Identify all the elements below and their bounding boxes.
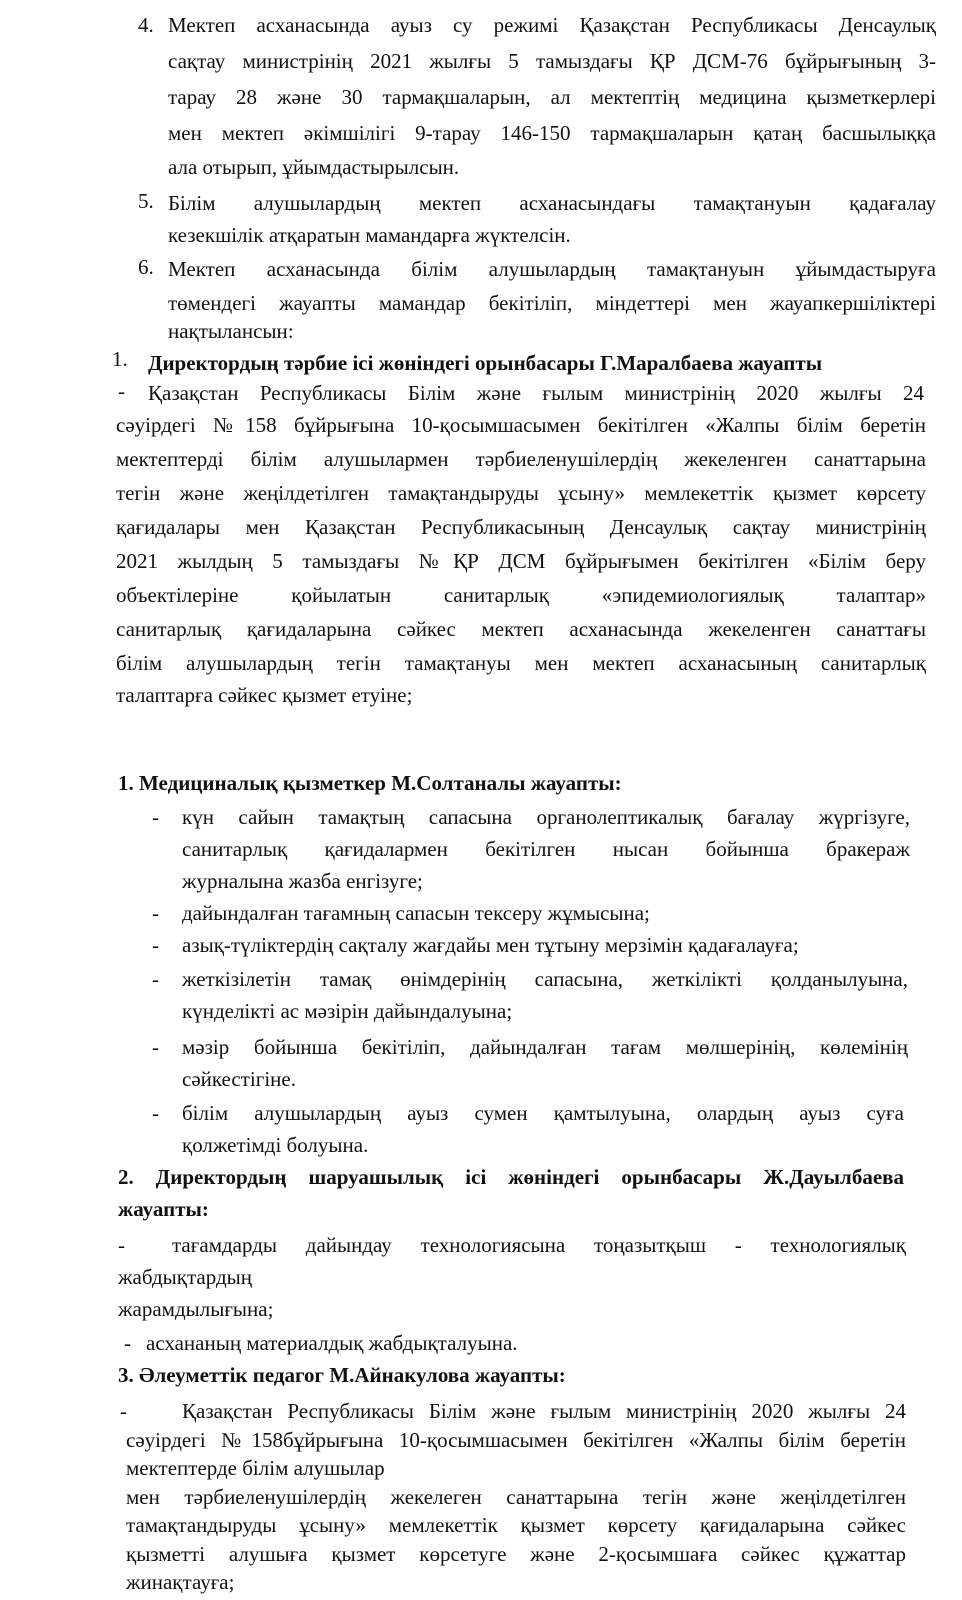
item-4-line: мен мектеп әкімшілігі 9-тарау 146-150 тармақшаларын қатаң басшылыққа <box>168 121 936 145</box>
item-4-line: ала отырып, ұйымдастырылсын. <box>168 155 460 179</box>
dash-marker: - <box>152 805 159 829</box>
paragraph-line: тегін және жеңілдетілген тамақтандыруды ұсыну» мемлекеттік қызмет көрсету <box>116 481 926 505</box>
dash-marker: - <box>118 1233 125 1257</box>
item-6-line: нақтылансын: <box>168 319 294 343</box>
section-heading: Директордың тәрбие ісі жөніндегі орынбасары Г.Маралбаева жауапты <box>148 351 823 375</box>
paragraph-line: сәуірдегі №158бұйрығына 10-қосымшасымен бекітілген «Жалпы білім беретін <box>126 1427 906 1452</box>
paragraph-line: мектептерді білім алушылармен тәрбиеленушілердің жекеленген санаттарына <box>116 447 926 471</box>
paragraph-line: 2021 жылдың 5 тамыздағы №ҚР ДСМ бұйрығымен бекітілген «Білім беру <box>116 549 926 573</box>
paragraph-line: қағидалары мен Қазақстан Республикасының Денсаулық сақтау министрінің <box>116 515 926 539</box>
list-item-line: жеткізілетін тамақ өнімдерінің сапасына, жеткілікті қолданылуына, <box>182 967 908 991</box>
item-4-line: тарау 28 және 30 тармақшаларын, ал мектептің медицина қызметкерлері <box>168 85 936 109</box>
dash-marker: - <box>152 1035 159 1059</box>
dash-marker: - <box>152 967 159 991</box>
list-item-line: тағамдарды дайындау технологиясына тоңазытқыш - технологиялық <box>172 1233 906 1257</box>
paragraph-line: мектептерде білім алушылар <box>126 1456 385 1480</box>
paragraph-line: Қазақстан Республикасы Білім және ғылым министрінің 2020 жылғы 24 <box>148 381 924 405</box>
item-number: 5. <box>138 189 154 213</box>
list-item-line: жабдықтардың <box>118 1265 252 1289</box>
item-5-line: кезекшілік атқаратын мамандарға жүктелсін. <box>168 223 571 247</box>
dash-marker: - <box>120 1399 127 1423</box>
list-item-line: санитарлық қағидалармен бекітілген нысан бойынша бракераж <box>182 837 910 861</box>
paragraph-line: талаптарға сәйкес қызмет етуіне; <box>116 683 413 707</box>
dash-marker: - <box>152 933 159 957</box>
paragraph-line: тамақтандыруды ұсыну» мемлекеттік қызмет көрсету қағидаларына сәйкес <box>126 1513 906 1537</box>
dash-marker: - <box>152 901 159 925</box>
list-item-line: күн сайын тамақтың сапасына органолептикалық бағалау жүргізуге, <box>182 805 910 829</box>
list-item-line: дайындалған тағамның сапасын тексеру жұмысына; <box>182 901 650 925</box>
list-item-line: күнделікті ас мәзірін дайындалуына; <box>182 999 513 1023</box>
dash-marker: - <box>118 379 125 403</box>
list-item-line: қолжетімді болуына. <box>182 1133 369 1157</box>
item-4-line: Мектеп асханасында ауыз су режимі Қазақстан Республикасы Денсаулық <box>168 13 936 37</box>
paragraph-line: объектілеріне қойылатын санитарлық «эпидемиологиялық талаптар» <box>116 583 926 607</box>
section-heading: жауапты: <box>118 1197 209 1221</box>
paragraph-line: санитарлық қағидаларына сәйкес мектеп асханасында жекеленген санаттағы <box>116 617 926 641</box>
paragraph-line: мен тәрбиеленушілердің жекелеген санаттарына тегін және жеңілдетілген <box>126 1484 906 1509</box>
dash-marker: - <box>152 1101 159 1125</box>
section-number: 1. <box>112 347 128 371</box>
paragraph-line: жинақтауға; <box>126 1570 235 1594</box>
section-heading: 2. Директордың шаруашылық ісі жөніндегі орынбасары Ж.Дауылбаева <box>118 1165 904 1189</box>
paragraph-line: қызметті алушыға қызмет көрсетуге және 2-қосымшаға сәйкес құжаттар <box>126 1541 906 1566</box>
paragraph-line: сәуірдегі №158 бұйрығына 10-қосымшасымен бекітілген «Жалпы білім беретін <box>116 413 926 437</box>
section-heading: 3. Әлеуметтік педагог М.Айнакулова жауапты: <box>118 1363 566 1387</box>
dash-marker: - <box>124 1331 131 1355</box>
section-heading: 1. Медициналық қызметкер М.Солтаналы жауапты: <box>118 771 622 795</box>
paragraph-line: Қазақстан Республикасы Білім және ғылым министрінің 2020 жылғы 24 <box>182 1399 906 1423</box>
list-item-line: азық-түліктердің сақталу жағдайы мен тұтыну мерзімін қадағалауға; <box>182 933 799 957</box>
list-item-line: жарамдылығына; <box>118 1297 274 1321</box>
item-4-line: сақтау министрінің 2021 жылғы 5 тамыздағы ҚР ДСМ-76 бұйрығының 3- <box>168 49 936 73</box>
item-6-line: Мектеп асханасында білім алушылардың тамақтануын ұйымдастыруға <box>168 257 936 281</box>
item-number: 6. <box>138 255 154 279</box>
list-item-line: журналына жазба енгізуге; <box>182 869 423 893</box>
list-item-line: білім алушылардың ауыз сумен қамтылуына, олардың ауыз суға <box>182 1101 904 1125</box>
item-5-line: Білім алушылардың мектеп асханасындағы тамақтануын қадағалау <box>168 191 936 215</box>
item-6-line: төмендегі жауапты мамандар бекітіліп, міндеттері мен жауапкершіліктері <box>168 291 936 315</box>
item-number: 4. <box>138 13 154 37</box>
list-item-line: сәйкестігіне. <box>182 1067 296 1091</box>
list-item-line: асхананың материалдық жабдықталуына. <box>146 1331 518 1355</box>
paragraph-line: білім алушылардың тегін тамақтануы мен мектеп асханасының санитарлық <box>116 651 926 675</box>
list-item-line: мәзір бойынша бекітіліп, дайындалған тағам мөлшерінің, көлемінің <box>182 1035 908 1059</box>
